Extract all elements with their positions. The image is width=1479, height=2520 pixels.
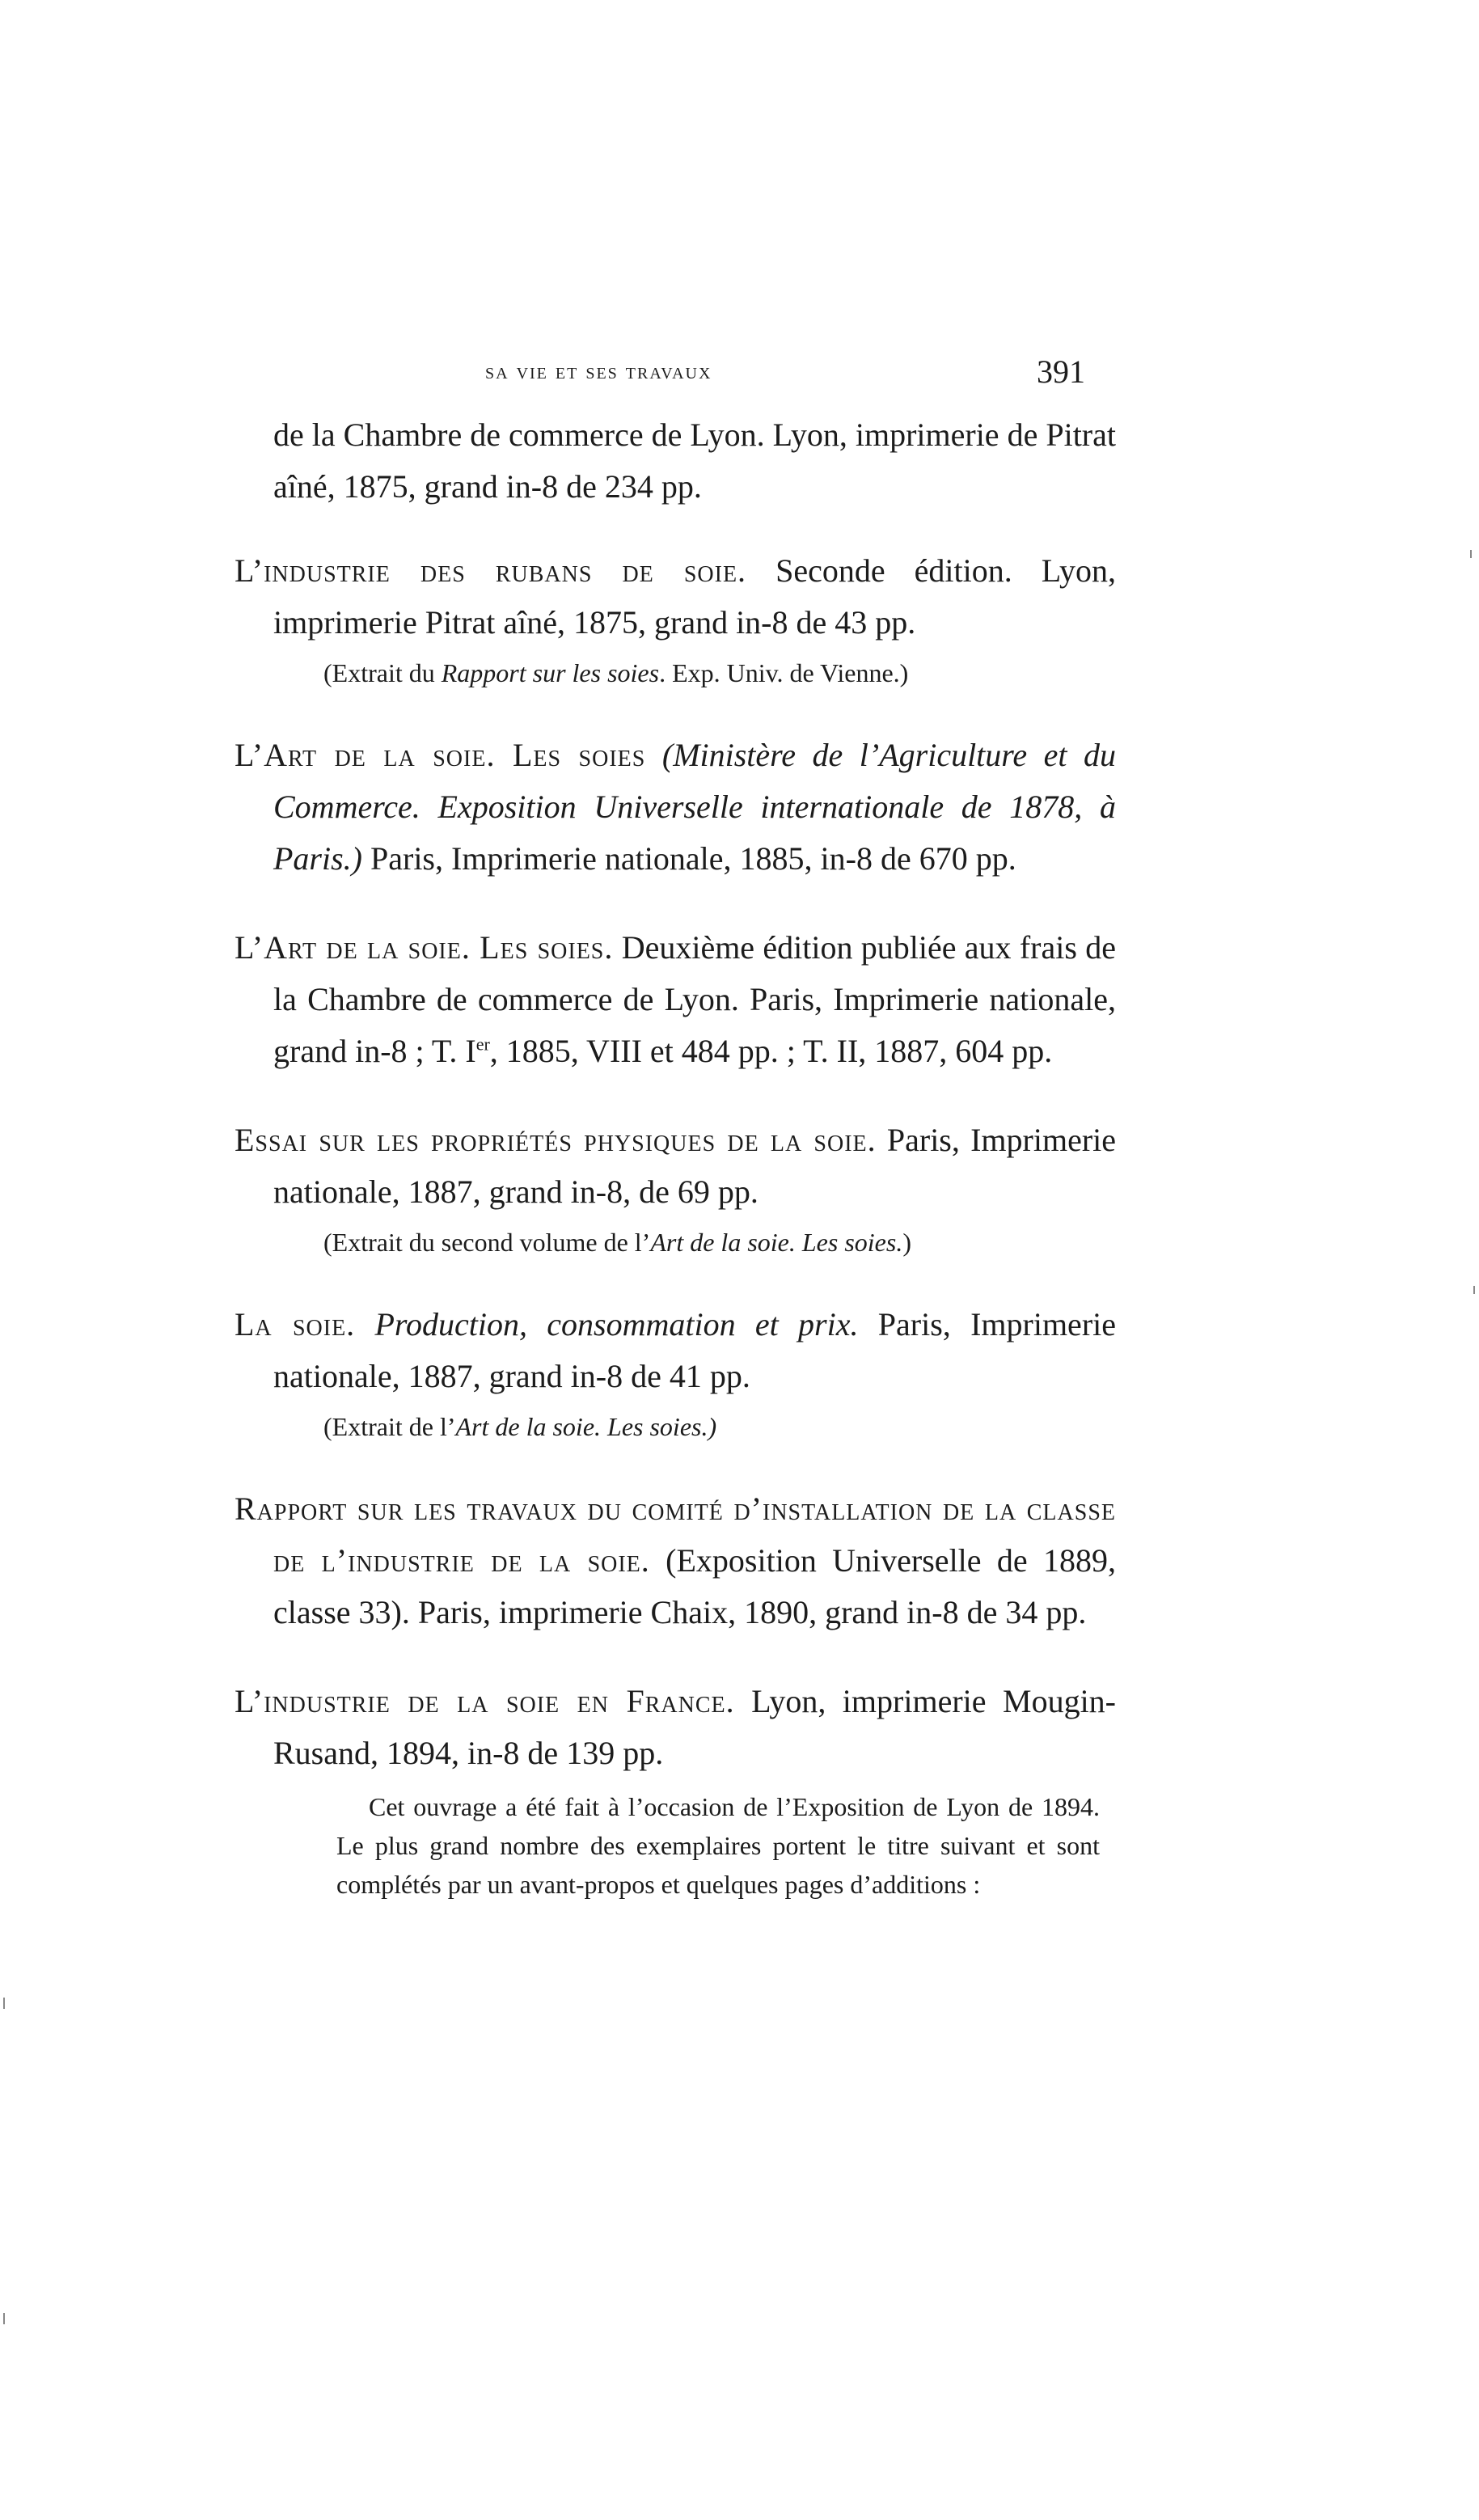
bibliography-entry: [235, 1676, 1116, 1779]
scan-margin-mark: [3, 2313, 5, 2324]
entry-text-continued: , 1885, VIII et 484 pp. ; T. II, 1887, 604 pp.: [489, 1033, 1053, 1069]
running-head: [485, 353, 1116, 401]
bibliography-entry: [235, 545, 1116, 649]
entry-title: La soie.: [235, 1306, 356, 1342]
entry-text: (Exposition Universelle de 1889, classe 33). Paris, imprimerie Chaix, 1890, grand in-8 de 34 pp.: [273, 1542, 1116, 1630]
entry-text: Paris, Imprimerie nationale, 1887, grand in-8 de 41 pp.: [273, 1306, 1116, 1394]
page-number: 391: [1037, 353, 1085, 390]
entry-text: Deuxième édition publiée aux frais de la Chambre de commerce de Lyon. Paris, Imprimerie nationale, grand in-8 ; T. I: [273, 929, 1116, 1069]
note-paragraph-text: Cet ouvrage a été fait à l’occasion de l’Exposition de Lyon de 1894. Le plus grand nombre des exemplaires portent le titre suivant et sont complétés par un avant-propos et quelques pages d’additions :: [336, 1792, 1100, 1899]
scan-margin-mark: [1470, 550, 1472, 558]
note-italic: Art de la soie. Les soies.): [455, 1412, 717, 1441]
entry-title: Essai sur les propriétés physiques de la soie.: [235, 1122, 877, 1158]
bibliography-entry: [235, 1483, 1116, 1638]
entry-text: Seconde édition. Lyon, imprimerie Pitrat aîné, 1875, grand in-8 de 43 pp.: [273, 552, 1117, 641]
note-italic: Rapport sur les soies: [441, 658, 660, 687]
running-title: sa vie et ses travaux: [485, 359, 712, 384]
note-suffix: . Exp. Univ. de Vienne.): [659, 658, 909, 687]
entry-italic: Production, consommation et prix.: [374, 1306, 859, 1342]
scan-margin-mark: [3, 1998, 5, 2009]
entry-note-paragraph: [235, 1787, 1116, 1904]
entry-note: [235, 1407, 1116, 1446]
bibliography-entry: [235, 409, 1116, 513]
entry-title: L’Art de la soie. Les soies.: [235, 929, 614, 966]
bibliography-entry: [235, 729, 1116, 885]
bibliography-entry: [235, 922, 1116, 1077]
entry-text: de la Chambre de commerce de Lyon. Lyon, imprimerie de Pitrat aîné, 1875, grand in-8 de 234 pp.: [273, 416, 1116, 505]
bibliography-entry: [235, 1114, 1116, 1218]
entry-text: Paris, Imprimerie nationale, 1885, in-8 de 670 pp.: [370, 840, 1016, 877]
entry-title: L’industrie des rubans de soie.: [235, 552, 747, 589]
entry-title: Rapport sur les travaux du comité d’installation de la classe de l’industrie de la soie.: [235, 1490, 1116, 1579]
bibliography-list: [235, 409, 1116, 1904]
entry-italic: (Ministère de l’Agriculture et du Commerce. Exposition Universelle internationale de 1878, à Paris.): [273, 737, 1117, 877]
note-italic: Art de la soie. Les soies.: [650, 1228, 903, 1257]
entry-superscript: er: [475, 1034, 490, 1055]
entry-note: [235, 653, 1116, 692]
scan-margin-mark: [1473, 1286, 1475, 1294]
entry-title: L’industrie de la soie en France.: [235, 1683, 735, 1719]
note-prefix: (Extrait du: [323, 658, 442, 687]
note-prefix: (Extrait du second volume de l’: [323, 1228, 651, 1257]
entry-note: [235, 1223, 1116, 1262]
note-suffix: ): [902, 1228, 911, 1257]
note-prefix: (Extrait de l’: [323, 1412, 456, 1441]
entry-text: Lyon, imprimerie Mougin-Rusand, 1894, in-8 de 139 pp.: [273, 1683, 1116, 1771]
bibliography-entry: [235, 1299, 1116, 1402]
entry-title: L’Art de la soie. Les soies: [235, 737, 646, 773]
entry-text: Paris, Imprimerie nationale, 1887, grand in-8, de 69 pp.: [273, 1122, 1117, 1210]
